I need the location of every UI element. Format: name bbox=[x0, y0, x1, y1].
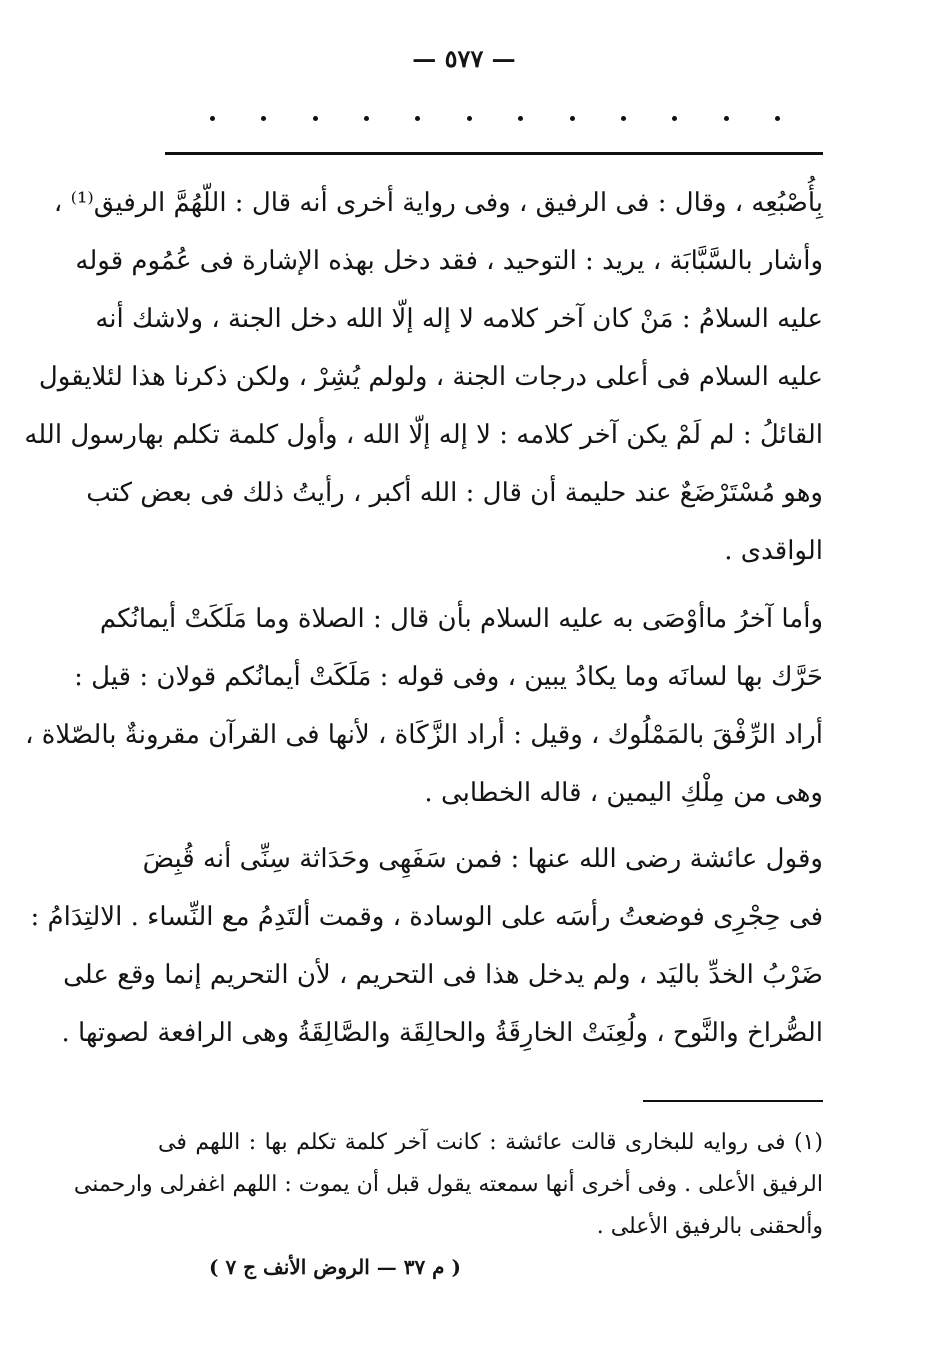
paragraph-3 bbox=[30, 830, 823, 1062]
ornament-dot bbox=[313, 116, 318, 121]
text-line: القائلُ : لم لَمْ يكن آخر كلامه : لا إله إلّا الله ، وأول كلمة تكلم بهارسول الله bbox=[24, 420, 823, 450]
text-line: وهى من مِلْكِ اليمين ، قاله الخطابى . bbox=[424, 778, 823, 808]
text-line: أراد الرِّفْقَ بالمَمْلُوك ، وقيل : أراد الزَّكَاة ، لأنها فى القرآن مقرونةٌ بالصّلاة ، bbox=[25, 720, 823, 750]
header-rule bbox=[165, 152, 823, 155]
ornament-dot bbox=[672, 116, 677, 121]
ornament-dot bbox=[364, 116, 369, 121]
footnote-line: وألحقنى بالرفيق الأعلى . bbox=[596, 1214, 823, 1239]
ornament-dot bbox=[518, 116, 523, 121]
text-line: وأشار بالسَّبَّابَة ، يريد : التوحيد ، فقد دخل بهذه الإشارة فى عُمُوم قوله bbox=[75, 246, 823, 276]
text-line: وقول عائشة رضى الله عنها : فمن سَفَهِى وحَدَاثة سِنِّى أنه قُبِضَ bbox=[142, 844, 823, 874]
ornament-dot bbox=[467, 116, 472, 121]
page-number: — ٥٧٧ — bbox=[412, 44, 516, 73]
text-line: عليه السلام فى أعلى درجات الجنة ، ولولم يُشِرْ ، ولكن ذكرنا هذا لئلايقول bbox=[38, 362, 823, 392]
text-line: فى حِجْرِى فوضعتُ رأسَه على الوسادة ، وقمت ألتَدِمُ مع النِّساء . الالتِدَامُ : bbox=[30, 902, 823, 932]
text-line: حَرَّك بها لسانَه وما يكادُ يبين ، وفى قوله : مَلَكَتْ أيمانُكم قولان : قيل : bbox=[74, 662, 823, 692]
ornament-dot bbox=[621, 116, 626, 121]
text-line: الواقدى . bbox=[724, 536, 823, 566]
ornament-dot bbox=[775, 116, 780, 121]
text-line: وهو مُسْتَرْضَعٌ عند حليمة أن قال : الله أكبر ، رأيتُ ذلك فى بعض كتب bbox=[86, 478, 823, 508]
text-line: وأما آخرُ ماأوْصَى به عليه السلام بأن قال : الصلاة وما مَلَكَتْ أيمانُكم bbox=[99, 604, 823, 634]
ornament-dot bbox=[261, 116, 266, 121]
text-line: الصُّراخ والنَّوح ، ولُعِنَتْ الخارِقَةُ والحالِقَة والصَّالِقَةُ وهى الرافعة لصوتها . bbox=[61, 1018, 823, 1048]
footnote-line: (١) فى روايه للبخارى قالت عائشة : كانت آخر كلمة تكلم بها : اللهم فى bbox=[158, 1130, 823, 1155]
footnote-rule bbox=[643, 1100, 823, 1102]
ornament-dots bbox=[210, 116, 780, 121]
text-line: بِأُصْبُعِه ، وقال : فى الرفيق ، وفى رواية أخرى أنه قال : اللّهُمَّ الرفيق⁽¹⁾ ، bbox=[53, 188, 823, 218]
ornament-dot bbox=[570, 116, 575, 121]
text-line: ضَرْبُ الخدِّ باليَد ، ولم يدخل هذا فى التحريم ، لأن التحريم إنما وقع على bbox=[63, 960, 823, 990]
signature-mark: ( م ٣٧ — الروض الأنف ج ٧ ) bbox=[209, 1255, 461, 1279]
footnote-line: الرفيق الأعلى . وفى أخرى أنها سمعته يقول قبل أن يموت : اللهم اغفرلى وارحمنى bbox=[73, 1172, 823, 1197]
ornament-dot bbox=[210, 116, 215, 121]
ornament-dot bbox=[415, 116, 420, 121]
paragraph-1 bbox=[24, 174, 823, 580]
paragraph-2 bbox=[25, 590, 823, 822]
ornament-dot bbox=[724, 116, 729, 121]
footnote bbox=[73, 1122, 823, 1248]
text-line: عليه السلامُ : مَنْ كان آخر كلامه لا إله إلّا الله دخل الجنة ، ولاشك أنه bbox=[95, 304, 823, 334]
